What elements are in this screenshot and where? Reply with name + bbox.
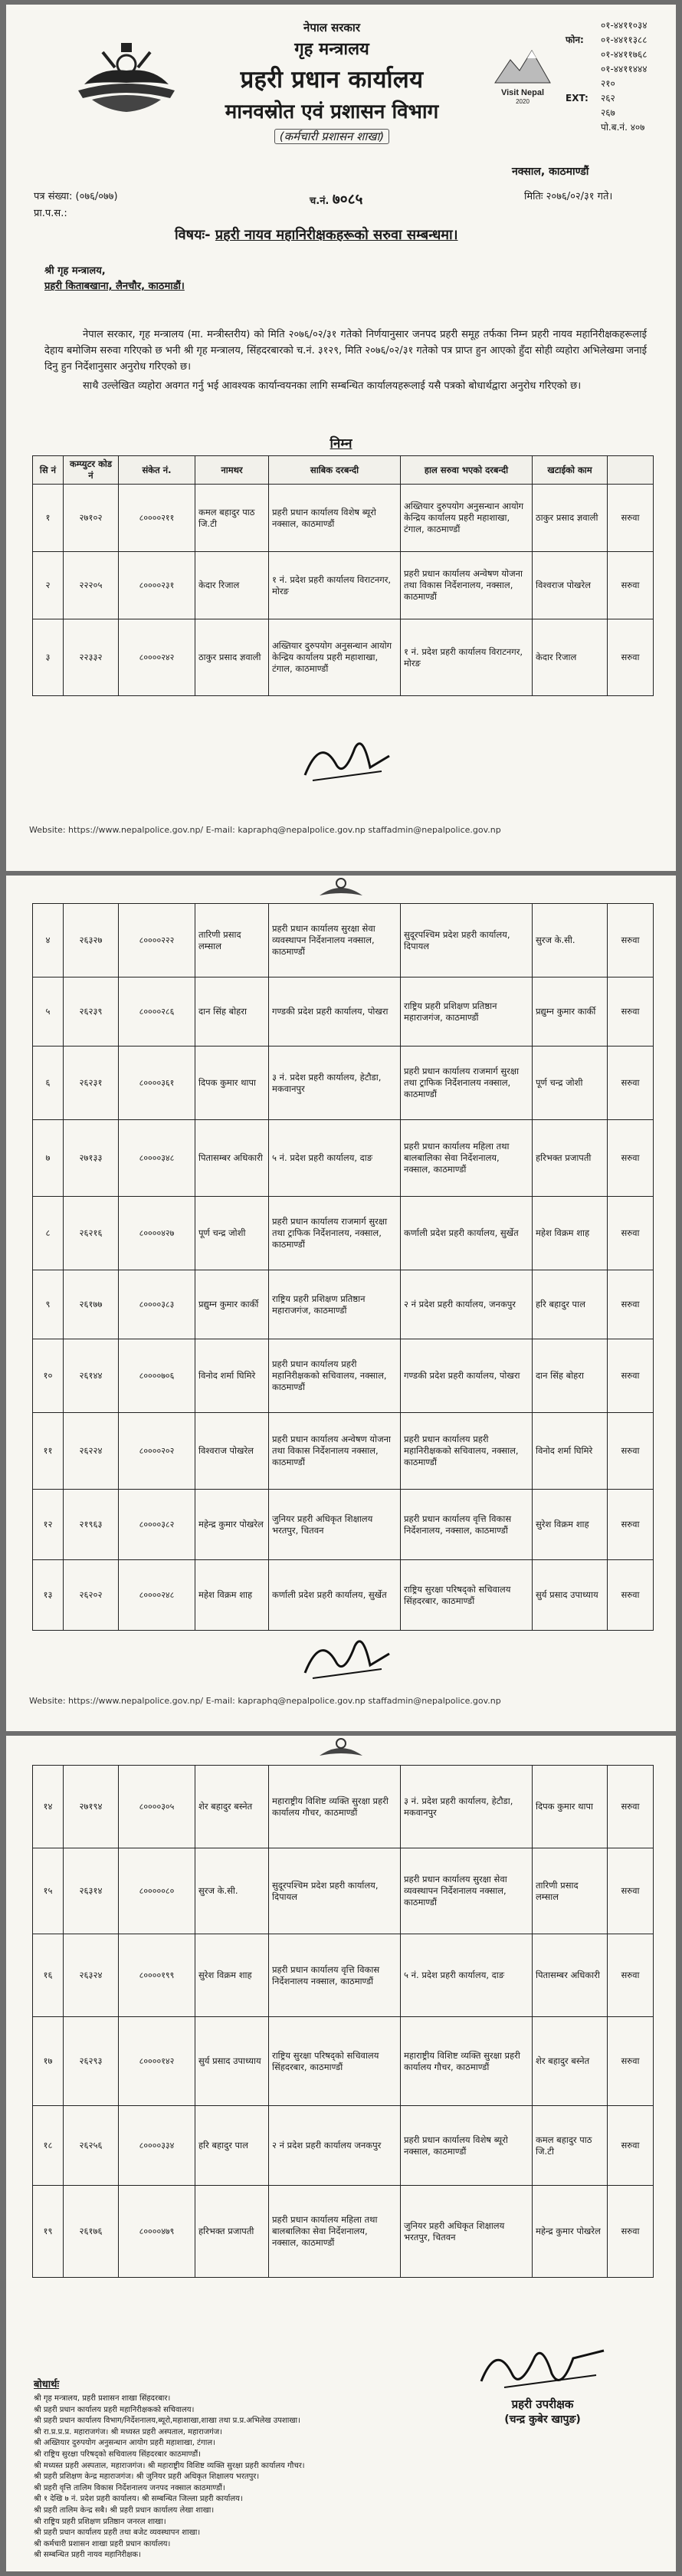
cc-item: श्री रा.प्र.प्र.प्र. महाराजगंज। श्री मध्यस्त प्रहरी अस्पताल, महाराजगंज। [34, 2427, 222, 2436]
cell-remark: सरुवा [608, 1339, 654, 1413]
contact-row: EXT: २६२ [566, 93, 615, 104]
cell-remark: सरुवा [608, 1197, 654, 1270]
cell-name: महेश विक्रम शाह [195, 1560, 269, 1631]
cell-name: प्रद्युम्न कुमार कार्की [195, 1270, 269, 1339]
cell-sn: १० [33, 1339, 64, 1413]
prapas-label: प्रा.प.स.: [34, 208, 67, 219]
cell-computer-code: २६३२४ [64, 1934, 119, 2017]
cell-remark: सरुवा [608, 1046, 654, 1120]
body-paragraph: साथै उल्लेखित व्यहोरा अवगत गर्नु भई आवश्यक कार्यान्वयनका लागि सम्बन्धित कार्यालयहरूलाई यसै पत्रको बोधार्थद्वारा अनुरोध गरिएको छ। [83, 380, 582, 392]
cell-sn: १४ [33, 1766, 64, 1848]
cell-computer-code: २७१३३ [64, 1120, 119, 1197]
cell-remark: सरुवा [608, 485, 654, 552]
cell-symbol-no: ८००००३३४ [119, 2106, 195, 2186]
cell-remark: सरुवा [608, 552, 654, 619]
header-symbol-no: संकेत नं. [119, 456, 195, 485]
cell-assignment: पूर्ण चन्द्र जोशी [533, 1046, 608, 1120]
cell-sn: ५ [33, 978, 64, 1046]
addressee-line: प्रहरी किताबखाना, लैनचौर, काठमाडौं। [44, 281, 185, 292]
signer-name: (चन्द्र कुबेर खापुङ) [504, 2413, 581, 2426]
cell-remark: सरुवा [608, 1270, 654, 1339]
table-row [33, 1046, 654, 1120]
cell-remark: सरुवा [608, 904, 654, 978]
cell-computer-code: २६२९३ [64, 2017, 119, 2106]
division-name: (कर्मचारी प्रशासन शाखा) [274, 129, 390, 144]
cell-computer-code: २७१०२ [64, 485, 119, 552]
cell-previous-post: प्रहरी प्रधान कार्यालय प्रहरी महानिरीक्षकको सचिवालय, नक्साल, काठमाण्डौं [269, 1339, 401, 1413]
cell-assignment: सुर्य प्रसाद उपाध्याय [533, 1560, 608, 1631]
nepal-emblem-icon [69, 37, 184, 120]
cell-remark: सरुवा [608, 619, 654, 696]
cell-symbol-no: ८००००३४८ [119, 1120, 195, 1197]
cell-computer-code: २७१९४ [64, 1766, 119, 1848]
cell-sn: ७ [33, 1120, 64, 1197]
cell-previous-post: अख्तियार दुरुपयोग अनुसन्धान आयोग केन्द्रिय कार्यालय प्रहरी महाशाखा, टंगाल, काठमाण्डौं [269, 619, 401, 696]
cell-assignment: सुरेश विक्रम शाह [533, 1490, 608, 1560]
cc-item: श्री राष्ट्रिय सुरक्षा परिषद्को सचिवालय सिंहदरबार काठमाण्डौं। [34, 2450, 201, 2459]
cell-new-post: २ नं प्रदेश प्रहरी कार्यालय, जनकपुर [401, 1270, 533, 1339]
table-row [33, 1934, 654, 2017]
svg-text:Visit Nepal: Visit Nepal [500, 88, 545, 97]
cell-assignment: विनोद शर्मा घिमिरे [533, 1413, 608, 1490]
cell-symbol-no: ८००००४२७ [119, 1197, 195, 1270]
cc-item: श्री प्रहरी प्रधान कार्यालय प्रहरी तथा बजेट व्यवस्थापन शाखा। [34, 2528, 201, 2538]
cell-computer-code: २६२३१ [64, 1046, 119, 1120]
cell-name: हरि बहादुर पाल [195, 2106, 269, 2186]
cell-name: महेन्द्र कुमार पोखरेल [195, 1490, 269, 1560]
cell-sn: १६ [33, 1934, 64, 2017]
addressee-block [44, 264, 185, 294]
cell-sn: २ [33, 552, 64, 619]
cell-sn: ९ [33, 1270, 64, 1339]
cell-previous-post: प्रहरी प्रधान कार्यालय विशेष ब्यूरो नक्साल, काठमाण्डौं [269, 485, 401, 552]
cc-item: श्री प्रहरी तालिम केन्द्र सबै। श्री प्रहरी प्रधान कार्यालय लेखा शाखा। [34, 2505, 215, 2515]
letter-page-1 [6, 5, 676, 871]
contact-row: ०१-४४११७६८ [601, 49, 648, 60]
cell-computer-code: २६१७७ [64, 1270, 119, 1339]
letter-date: मितिः २०७६/०२/३१ गते। [524, 191, 613, 202]
table-row [33, 1413, 654, 1490]
cell-new-post: राष्ट्रिय प्रहरी प्रशिक्षण प्रतिष्ठान महाराजगंज, काठमाण्डौं [401, 978, 533, 1046]
cc-list [34, 2394, 493, 2561]
contact-row: २६७ [601, 107, 615, 118]
cell-remark: सरुवा [608, 1120, 654, 1197]
cell-previous-post: २ नं प्रदेश प्रहरी कार्यालय जनकपुर [269, 2106, 401, 2186]
cell-symbol-no: ८०००००८० [119, 1848, 195, 1934]
cell-sn: १२ [33, 1490, 64, 1560]
table-row [33, 1560, 654, 1631]
cell-previous-post: प्रहरी प्रधान कार्यालय सुरक्षा सेवा व्यवस्थापन निर्देशनालय नक्साल, काठमाण्डौं [269, 904, 401, 978]
department-name: मानवस्रोत एवं प्रशासन विभाग [225, 100, 439, 123]
cell-new-post: सुदूरपश्चिम प्रदेश प्रहरी कार्यालय, दिपायल [401, 904, 533, 978]
cell-previous-post: महाराष्ट्रीय विशिष्ट व्यक्ति सुरक्षा प्रहरी कार्यालय गौचर, काठमाण्डौं [269, 1766, 401, 1848]
cell-name: कमल बहादुर पाठ जि.टी [195, 485, 269, 552]
cell-sn: ६ [33, 1046, 64, 1120]
addressee-line: श्री गृह मन्त्रालय, [44, 265, 106, 277]
cc-item: श्री राष्ट्रिय प्रहरी प्रशिक्षण प्रतिष्ठान जनरल शाखा। [34, 2517, 166, 2526]
cell-new-post: अख्तियार दुरुपयोग अनुसन्धान आयोग केन्द्रिय कार्यालय प्रहरी महाशाखा, टंगाल, काठमाण्डौं [401, 485, 533, 552]
cell-previous-post: जुनियर प्रहरी अधिकृत शिक्षालय भरतपुर, चितवन [269, 1490, 401, 1560]
cell-name: ठाकुर प्रसाद ज्ञवाली [195, 619, 269, 696]
cell-sn: १ [33, 485, 64, 552]
contact-row: ०१-४४११०३४ [601, 20, 648, 31]
table-row [33, 978, 654, 1046]
cell-remark: सरुवा [608, 1413, 654, 1490]
cell-remark: सरुवा [608, 1490, 654, 1560]
cell-assignment: हरि बहादुर पाल [533, 1270, 608, 1339]
cell-remark: सरुवा [608, 1848, 654, 1934]
table-row [33, 904, 654, 978]
cell-name: केदार रिजाल [195, 552, 269, 619]
letter-subject: विषयः- प्रहरी नायव महानिरीक्षकहरूको सरुवा सम्बन्धमा। [175, 227, 458, 243]
cc-item: श्री गृह मन्त्रालय, प्रहरी प्रशासन शाखा सिंहदरबार। [34, 2394, 171, 2403]
cell-computer-code: २१९६३ [64, 1490, 119, 1560]
cell-symbol-no: ८००००२४२ [119, 619, 195, 696]
contact-row: २१० [601, 78, 615, 89]
cell-assignment: शेर बहादुर बस्नेत [533, 2017, 608, 2106]
cell-previous-post: कर्णाली प्रदेश प्रहरी कार्यालय, सुर्खेत [269, 1560, 401, 1631]
cell-sn: १५ [33, 1848, 64, 1934]
cell-new-post: प्रहरी प्रधान कार्यालय विशेष ब्यूरो नक्साल, काठमाण्डौं [401, 2106, 533, 2186]
contact-row: फोन: ०१-४४११३८८ [566, 34, 648, 45]
cell-assignment: प्रद्युम्न कुमार कार्की [533, 978, 608, 1046]
dispatch-number: च.नं. ७०८५ [310, 191, 363, 208]
stamp-emblem-icon [316, 876, 366, 906]
government-name: नेपाल सरकार [303, 21, 360, 34]
cc-item: श्री प्रहरी प्रधान कार्यालय विभाग/निर्देशनालय,ब्यूरो,महाशाखा,शाखा तथा प्र.प्र.अभिलेख उपशाखा। [34, 2417, 300, 2426]
cell-previous-post: प्रहरी प्रधान कार्यालय राजमार्ग सुरक्षा तथा ट्राफिक निर्देशनालय, नक्साल, काठमाण्डौं [269, 1197, 401, 1270]
cell-remark: सरुवा [608, 1934, 654, 2017]
cell-sn: १३ [33, 1560, 64, 1631]
cell-symbol-no: ८००००२२२ [119, 904, 195, 978]
cell-new-post: १ नं. प्रदेश प्रहरी कार्यालय विराटनगर, मोरङ [401, 619, 533, 696]
header-name: नामथर [195, 456, 269, 485]
cell-new-post: प्रहरी प्रधान कार्यालय राजमार्ग सुरक्षा तथा ट्राफिक निर्देशनालय नक्साल, काठमाण्डौं [401, 1046, 533, 1120]
table-row [33, 1848, 654, 1934]
cc-item: श्री मध्यस्त प्रहरी अस्पताल, महाराजगंज। श्री महाराष्ट्रीय विशिष्ट व्यक्ति सुरक्षा प्रहरी कार्यालय गौचर। [34, 2461, 305, 2470]
table-header-row [33, 456, 654, 485]
cell-remark: सरुवा [608, 1560, 654, 1631]
cell-name: पितासम्बर अधिकारी [195, 1120, 269, 1197]
table-row [33, 2186, 654, 2278]
office-name: प्रहरी प्रधान कार्यालय [240, 66, 424, 94]
header-sn: सि नं [33, 456, 64, 485]
visit-nepal-logo-icon [487, 37, 558, 106]
cell-new-post: प्रहरी प्रधान कार्यालय महिला तथा बालबालिका सेवा निर्देशनालय, नक्साल, काठमाण्डौं [401, 1120, 533, 1197]
cell-sn: ८ [33, 1197, 64, 1270]
cell-previous-post: ५ नं. प्रदेश प्रहरी कार्यालय, दाङ [269, 1120, 401, 1197]
transfer-table-page-1 [32, 455, 654, 696]
cell-previous-post: राष्ट्रिय प्रहरी प्रशिक्षण प्रतिष्ठान महाराजगंज, काठमाण्डौं [269, 1270, 401, 1339]
stamp-emblem-icon [316, 1736, 366, 1766]
table-row [33, 1197, 654, 1270]
cell-computer-code: २६१४४ [64, 1339, 119, 1413]
cell-symbol-no: ८००००२८६ [119, 978, 195, 1046]
cell-new-post: ३ नं. प्रदेश प्रहरी कार्यालय, हेटौडा, मकवानपुर [401, 1766, 533, 1848]
cell-previous-post: प्रहरी प्रधान कार्यालय महिला तथा बालबालिका सेवा निर्देशनालय, नक्साल, काठमाण्डौं [269, 2186, 401, 2278]
table-row [33, 1270, 654, 1339]
table-row [33, 552, 654, 619]
letter-body [44, 327, 647, 397]
footer-website: Website: https://www.nepalpolice.gov.np/ E-mail: kapraphq@nepalpolice.gov.np staffadmin@nepalpolice.gov.np [29, 1696, 501, 1706]
cell-assignment: हरिभक्त प्रजापती [533, 1120, 608, 1197]
cell-previous-post: १ नं. प्रदेश प्रहरी कार्यालय विराटनगर, मोरङ [269, 552, 401, 619]
cell-sn: १७ [33, 2017, 64, 2106]
cell-symbol-no: ८००००२३१ [119, 552, 195, 619]
cell-remark: सरुवा [608, 2017, 654, 2106]
table-row [33, 1766, 654, 1848]
cc-item: श्री सम्बन्धित प्रहरी नायव महानिरीक्षक। [34, 2551, 141, 2560]
letter-ref-number: पत्र संख्या: (०७६/०७७) [34, 191, 118, 202]
cell-computer-code: २६२१६ [64, 1197, 119, 1270]
cc-item: श्री १ देखि ७ नं. प्रदेश प्रहरी कार्यालय। श्री सम्बन्धित जिल्ला प्रहरी कार्यालय। [34, 2495, 243, 2504]
cell-symbol-no: ८००००३८२ [119, 1490, 195, 1560]
footer-website: Website: https://www.nepalpolice.gov.np/ E-mail: kapraphq@nepalpolice.gov.np staffadmin@nepalpolice.gov.np [29, 825, 501, 835]
cell-remark: सरुवा [608, 2106, 654, 2186]
cell-name: तारिणी प्रसाद लम्साल [195, 904, 269, 978]
ministry-name: गृह मन्त्रालय [294, 40, 369, 59]
cell-assignment: केदार रिजाल [533, 619, 608, 696]
cell-new-post: प्रहरी प्रधान कार्यालय अन्वेषण योजना तथा विकास निर्देशनालय, नक्साल, काठमाण्डौं [401, 552, 533, 619]
cell-name: दिपक कुमार थापा [195, 1046, 269, 1120]
cell-symbol-no: ८००००२११ [119, 485, 195, 552]
letter-page-2 [6, 876, 676, 1731]
cell-computer-code: २२२०५ [64, 552, 119, 619]
cell-computer-code: २६२०२ [64, 1560, 119, 1631]
cell-name: विनोद शर्मा घिमिरे [195, 1339, 269, 1413]
table-row [33, 485, 654, 552]
cell-remark: सरुवा [608, 1766, 654, 1848]
cell-symbol-no: ८००००३८३ [119, 1270, 195, 1339]
cell-sn: ४ [33, 904, 64, 978]
transfer-table-page-3 [32, 1765, 654, 2278]
cell-previous-post: प्रहरी प्रधान कार्यालय वृत्ति विकास निर्देशनालय नक्साल, काठमाण्डौं [269, 1934, 401, 2017]
cell-name: हरिभक्त प्रजापती [195, 2186, 269, 2278]
cell-symbol-no: ८००००७०६ [119, 1339, 195, 1413]
office-location: नक्साल, काठमाण्डौं [512, 166, 589, 178]
cell-assignment: पितासम्बर अधिकारी [533, 1934, 608, 2017]
cell-computer-code: २२३३२ [64, 619, 119, 696]
header-previous-post: साबिक दरबन्दी [269, 456, 401, 485]
cell-previous-post: राष्ट्रिय सुरक्षा परिषद्को सचिवालय सिंहदरबार, काठमाण्डौं [269, 2017, 401, 2106]
cell-new-post: प्रहरी प्रधान कार्यालय सुरक्षा सेवा व्यवस्थापन निर्देशनालय नक्साल, काठमाण्डौं [401, 1848, 533, 1934]
cell-new-post: महाराष्ट्रीय विशिष्ट व्यक्ति सुरक्षा प्रहरी कार्यालय गौचर, काठमाण्डौं [401, 2017, 533, 2106]
cell-assignment: सुरज के.सी. [533, 904, 608, 978]
cell-previous-post: गण्डकी प्रदेश प्रहरी कार्यालय, पोखरा [269, 978, 401, 1046]
cell-name: सुर्य प्रसाद उपाध्याय [195, 2017, 269, 2106]
cc-heading: बोधार्थः [34, 2379, 60, 2390]
cell-assignment: महेन्द्र कुमार पोखरेल [533, 2186, 608, 2278]
cell-symbol-no: ८००००१४२ [119, 2017, 195, 2106]
cell-name: सुरेश विक्रम शाह [195, 1934, 269, 2017]
cc-item: श्री प्रहरी प्रधान कार्यालय प्रहरी महानिरीक्षकको सचिवालय। [34, 2405, 195, 2414]
cc-item: श्री प्रहरी प्रशिक्षण केन्द्र महाराजगंज। श्री जुनियर प्रहरी अधिकृत शिक्षालय भरतपुर। [34, 2472, 260, 2482]
cell-assignment: कमल बहादुर पाठ जि.टी [533, 2106, 608, 2186]
list-title: निम्न [330, 436, 352, 452]
cell-previous-post: प्रहरी प्रधान कार्यालय अन्वेषण योजना तथा विकास निर्देशनालय नक्साल, काठमाण्डौं [269, 1413, 401, 1490]
cell-symbol-no: ८००००२४८ [119, 1560, 195, 1631]
officer-signature-icon [466, 2343, 619, 2394]
table-row [33, 619, 654, 696]
table-row [33, 1339, 654, 1413]
cell-sn: १८ [33, 2106, 64, 2186]
table-row [33, 1490, 654, 1560]
contact-block [566, 18, 673, 135]
table-row [33, 2017, 654, 2106]
cc-item: श्री प्रहरी वृत्ति तालिम विकास निर्देशनालय जनपद नक्साल काठमाण्डौं। [34, 2483, 225, 2492]
cell-computer-code: २६२२४ [64, 1413, 119, 1490]
cell-computer-code: २६१७६ [64, 2186, 119, 2278]
cell-previous-post: ३ नं. प्रदेश प्रहरी कार्यालय, हेटौडा, मकवानपुर [269, 1046, 401, 1120]
cell-name: पूर्ण चन्द्र जोशी [195, 1197, 269, 1270]
letter-page-3 [6, 1736, 676, 2571]
cell-symbol-no: ८००००२०२ [119, 1413, 195, 1490]
cc-item: श्री कर्मचारी प्रशासन शाखा प्रहरी प्रधान कार्यालय। [34, 2539, 171, 2548]
cell-computer-code: २६२३९ [64, 978, 119, 1046]
header-new-post: हाल सरुवा भएको दरबन्दी [401, 456, 533, 485]
cell-symbol-no: ८००००३०५ [119, 1766, 195, 1848]
cell-new-post: प्रहरी प्रधान कार्यालय प्रहरी महानिरीक्षकको सचिवालय, नक्साल, काठमाण्डौं [401, 1413, 533, 1490]
table-row [33, 1120, 654, 1197]
cell-name: दान सिंह बोहरा [195, 978, 269, 1046]
cell-computer-code: २६३१४ [64, 1848, 119, 1934]
cell-new-post: जुनियर प्रहरी अधिकृत शिक्षालय भरतपुर, चितवन [401, 2186, 533, 2278]
body-paragraph: नेपाल सरकार, गृह मन्त्रालय (मा. मन्त्रीस्तरीय) को मिति २०७६/०२/३१ गतेको निर्णयानुसार जनपद प्रहरी समूह तर्फका निम्न प्रहरी नायव महानिरीक्षकहरूलाई देहाय बमोजिम सरुवा गरिएको छ भनी श्री गृह मन्त्रालय, सिंहदरबारको च.नं. ३१२९, मिति २०७६/०२/३१ गतेको पत्र प्राप्त हुन आएको हुँदा सोही व्यहोरा अभिलेखमा जनाई दिनु हुन निर्देशानुसार अनुरोध गरिएको छ। [44, 329, 647, 373]
header-remark [608, 456, 654, 485]
cell-symbol-no: ८००००१९९ [119, 1934, 195, 2017]
cell-assignment: विश्वराज पोखरेल [533, 552, 608, 619]
table-row [33, 2106, 654, 2186]
transfer-table-page-2 [32, 903, 654, 1631]
initial-signature-icon [297, 733, 397, 787]
cc-item: श्री अख्तियार दुरुपयोग अनुसन्धान आयोग प्रहरी महाशाखा, टंगाल। [34, 2439, 215, 2448]
cell-name: शेर बहादुर बस्नेत [195, 1766, 269, 1848]
cell-sn: ३ [33, 619, 64, 696]
cell-computer-code: २६३२७ [64, 904, 119, 978]
svg-text:2020: 2020 [516, 98, 530, 105]
cell-new-post: गण्डकी प्रदेश प्रहरी कार्यालय, पोखरा [401, 1339, 533, 1413]
header-assignment: खटाईको काम [533, 456, 608, 485]
cell-assignment: दान सिंह बोहरा [533, 1339, 608, 1413]
contact-row: ०१-४४११४४४ [601, 64, 648, 74]
cell-new-post: प्रहरी प्रधान कार्यालय वृत्ति विकास निर्देशनालय, नक्साल, काठमाण्डौं [401, 1490, 533, 1560]
cell-computer-code: २६२५६ [64, 2106, 119, 2186]
signer-title: प्रहरी उपरीक्षक [511, 2397, 574, 2411]
cell-assignment: ठाकुर प्रसाद ज्ञवाली [533, 485, 608, 552]
initial-signature-icon [297, 1631, 397, 1684]
header-computer-code: कम्प्युटर कोड नं [64, 456, 119, 485]
cell-name: विश्वराज पोखरेल [195, 1413, 269, 1490]
cell-name: सुरज के.सी. [195, 1848, 269, 1934]
cell-assignment: तारिणी प्रसाद लम्साल [533, 1848, 608, 1934]
cell-remark: सरुवा [608, 2186, 654, 2278]
cell-new-post: राष्ट्रिय सुरक्षा परिषद्को सचिवालय सिंहदरबार, काठमाण्डौं [401, 1560, 533, 1631]
cell-previous-post: सुदूरपश्चिम प्रदेश प्रहरी कार्यालय, दिपायल [269, 1848, 401, 1934]
cell-symbol-no: ८००००३६१ [119, 1046, 195, 1120]
cell-remark: सरुवा [608, 978, 654, 1046]
cell-assignment: महेश विक्रम शाह [533, 1197, 608, 1270]
cell-symbol-no: ८००००४७९ [119, 2186, 195, 2278]
cell-new-post: कर्णाली प्रदेश प्रहरी कार्यालय, सुर्खेत [401, 1197, 533, 1270]
cell-sn: ११ [33, 1413, 64, 1490]
cell-new-post: ५ नं. प्रदेश प्रहरी कार्यालय, दाङ [401, 1934, 533, 2017]
cell-sn: १९ [33, 2186, 64, 2278]
cell-assignment: दिपक कुमार थापा [533, 1766, 608, 1848]
contact-row: पो.ब.नं. ४०७ [601, 122, 645, 133]
